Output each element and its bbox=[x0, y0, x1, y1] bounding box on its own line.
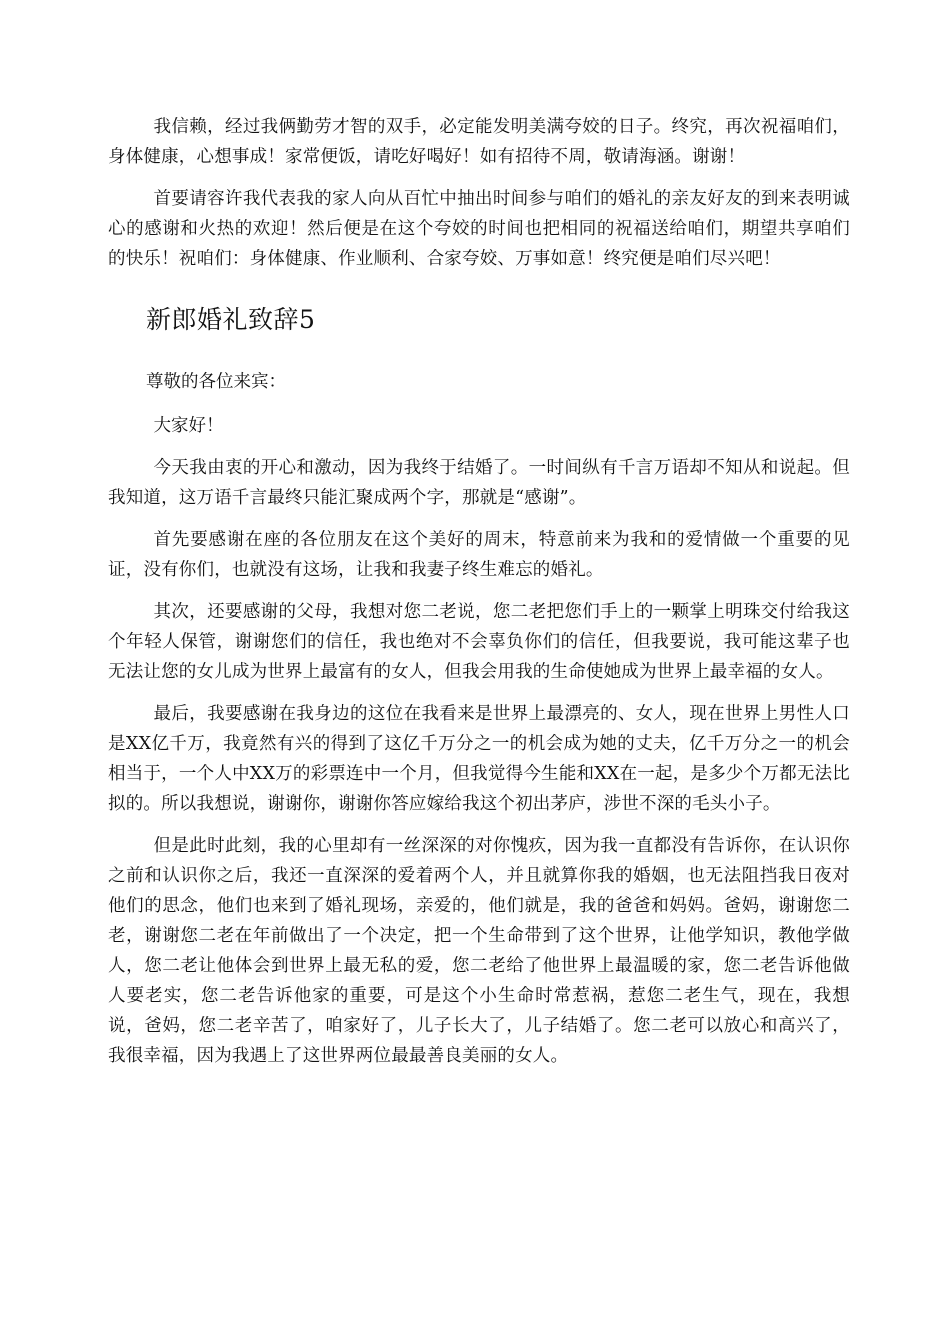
salutation: 尊敬的各位来宾： bbox=[146, 372, 286, 392]
paragraph-joy: 今天我由衷的开心和激动，因为我终于结婚了。一时间纵有千言万语却不知从和说起。但我知道，这万语千言最终只能汇聚成两个字，那就是“感谢”。 bbox=[108, 458, 850, 508]
section-heading: 新郎婚礼致辞5 bbox=[146, 305, 316, 334]
paragraph-closing-thanks: 我信赖，经过我俩勤劳才智的双手，必定能发明美满夸姣的日子。终究，再次祝福咱们，身体健康，心想事成！家常便饭，请吃好喝好！如有招待不周，敬请海涵。谢谢！ bbox=[108, 117, 850, 167]
paragraph-thank-wife: 最后，我要感谢在我身边的这位在我看来是世界上最漂亮的、女人，现在世界上男性人口是XX亿千万，我竟然有兴的得到了这亿千万分之一的机会成为她的丈夫，亿千万分之一的机会相当于，一个人中XX万的彩票连中一个月，但我觉得今生能和XX在一起，是多少个万都无法比拟的。所以我想说，谢谢你，谢谢你答应嫁给我这个初出茅庐，涉世不深的毛头小子。 bbox=[108, 704, 850, 814]
greeting: 大家好！ bbox=[153, 416, 224, 436]
document-page bbox=[108, 112, 850, 1071]
paragraph-thank-in-laws: 其次，还要感谢的父母，我想对您二老说，您二老把您们手上的一颗掌上明珠交付给我这个年轻人保管，谢谢您们的信任，我也绝对不会辜负你们的信任，但我要说，我可能这辈子也无法让您的女儿成为世界上最富有的女人，但我会用我的生命使她成为世界上最幸福的女人。 bbox=[108, 602, 850, 682]
paragraph-thank-parents: 但是此时此刻，我的心里却有一丝深深的对你愧疚，因为我一直都没有告诉你，在认识你之前和认识你之后，我还一直深深的爱着两个人，并且就算你我的婚姻，也无法阻挡我日夜对他们的思念，他们也来到了婚礼现场，亲爱的，他们就是，我的爸爸和妈妈。爸妈，谢谢您二老，谢谢您二老在年前做出了一个决定，把一个生命带到了这个世界，让他学知识，教他学做人，您二老让他体会到世界上最无私的爱，您二老给了他世界上最温暖的家，您二老告诉他做人要老实，您二老告诉他家的重要，可是这个小生命时常惹祸，惹您二老生气，现在，我想说，爸妈，您二老辛苦了，咱家好了，儿子长大了，儿子结婚了。您二老可以放心和高兴了，我很幸福，因为我遇上了这世界两位最最善良美丽的女人。 bbox=[108, 836, 850, 1066]
paragraph-thank-friends: 首先要感谢在座的各位朋友在这个美好的周末，特意前来为我和的爱情做一个重要的见证，没有你们，也就没有这场，让我和我妻子终生难忘的婚礼。 bbox=[108, 530, 850, 580]
paragraph-family-welcome: 首要请容许我代表我的家人向从百忙中抽出时间参与咱们的婚礼的亲友好友的到来表明诚心的感谢和火热的欢迎！然后便是在这个夸姣的时间也把相同的祝福送给咱们，期望共享咱们的快乐！祝咱们：身体健康、作业顺利、合家夸姣、万事如意！终究便是咱们尽兴吧！ bbox=[108, 189, 850, 269]
